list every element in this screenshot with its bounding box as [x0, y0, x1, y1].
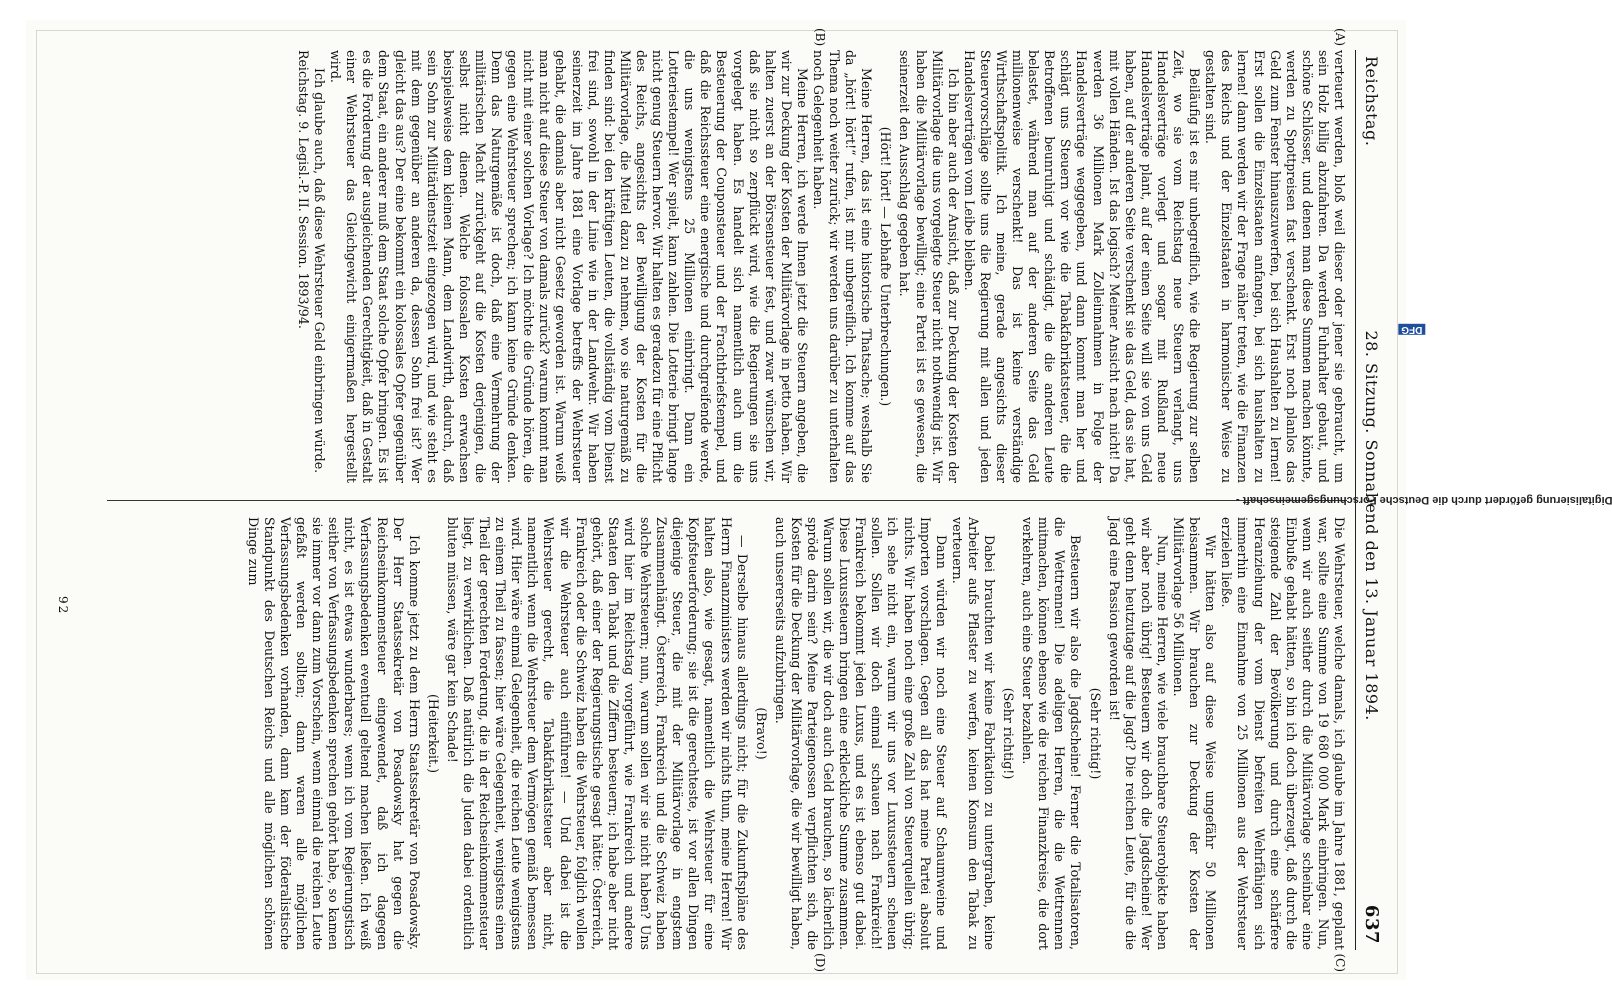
paragraph: Besteuern wir also die Jagdscheine! Ferner die Totalisatoren, die Wettrennen! Die adeligen Herren, die die Wettrennen mitmachen, können ebenso wie die reichen Finanzkreise, die dort verkehren, auch eine Steuer bezahlen.: [1020, 517, 1084, 950]
scanned-page: [26, 20, 1406, 980]
paragraph: Dabei brauchten wir keine Fabrikation zu untergraben, keine Arbeiter aufs Pflaster zu werfen, keinen Konsum den Tabak zu verteuern.: [949, 517, 998, 950]
left-column: [97, 50, 1347, 483]
paragraph: Wir hätten also auf diese Weise ungefähr 50 Millionen beisammen. Wir brauchen zur Deckung der Kosten der Militärvorlage 56 Millionen.: [1171, 517, 1219, 950]
paragraph: Ich komme jetzt zu dem Herrn Staatssekretär von Posadowsky. Der Herr Staatssekretär von Posadowsky hat gegen die Reichseinkommensteuer eingewendet, daß ich dagegen Verfassungsbedenken eventuell geltend machen ließen. Ich weiß nicht, es ist etwas wunderbares; wenn ich vom Regierungstisch seither von Verfassungsbedenken sprechen gehört habe, so kamen sie immer vor dann zum Vorschein, wenn einmal die reichen Leute gefaßt werden sollten; dann waren alle möglichen Verfassungsbedenken vorhanden, dann kam der föderalistische Standpunkt des Deutschen Reichs und alle möglichen schönen Dinge zum: [245, 517, 422, 950]
interjection: (Bravo!): [753, 707, 769, 760]
interjection: (Sehr richtig!): [1087, 687, 1103, 780]
margin-marker-a: (A): [1333, 28, 1347, 47]
signature-number: 92: [56, 596, 70, 616]
paragraph: Ich glaube auch, daß diese Wehrsteuer Geld einbringen würde.: [312, 68, 328, 474]
margin-marker-c: (C): [1333, 953, 1347, 972]
text-columns: [97, 28, 1347, 972]
paragraph: verteuert werden, bloß weil dieser oder jener sie gebraucht, um sein Holz billig abzufahren. Da werden Fuhrhalter gebaut, und schöne Schlösser, und denen man diese Summen machen könnte, werden zu Spottpreisen fast verschenkt. Erst noch planlos das Geld zum Fenster hinauszuwerfen, bei sich Haushalten zu lernen! Erst sollen die Einzelstaaten anfangen, bei sich haushalten zu lernen! dann werden wir der Frage näher treten, wie die Finanzen des Reichs und der Einzelstaaten in harmonischer Weise zu gestalten sind.: [1203, 50, 1347, 483]
paragraph: Meine Herren, ich werde Ihnen jetzt die Steuern angeben, die wir zur Deckung der Kosten der Militärvorlage in petto haben. Wir halten zuerst an der Börsensteuer fest, und zwar wünschen wir, daß sie nicht so zerpflückt wird, wie die Regierungen sie uns vorgelegt haben. Es handelt sich namentlich auch um die Besteuerung der Couponsteuer und der Frachtbriefstempel, und daß die Reichssteuer eine energische und durchgreifende werde, die uns wenigstens 25 Millionen einbringt. Dann ein Lotteriestempel! Wer spielt, kann zahlen. Die Lotterie bringt lange nicht genug Steuern hervor. Wir halten es geradezu für eine Pflicht des Reichs, angesichts der Bewilligung der Kosten für die Militärvorlage, die Mittel dazu zu nehmen, wo sie naturgemäß zu finden sind: bei den kräftigen Leuten, die vollständig vom Dienst frei sind, sowohl in der Linie wie in der Landwehr. Wir haben seinerzeit im Jahre 1881 eine Vorlage betreffs der Wehrsteuer gehabt, die damals aber nicht Gesetz geworden ist. Warum weiß man nicht auf diese Steuer von damals zurück? warum kommt man nicht mit einer solchen Vorlage? Ich möchte die Gründe hören, die gegen eine Wehrsteuer sprechen; ich kann keine Gründe denken. Denn das Naturgemäße ist doch, daß eine Vermehrung der militärischen Macht zurückgeht auf die Kosten derjenigen, die selbst nicht dienen. Welche folossalen Kosten erwachsen beispielsweise dem kleinen Mann, dem Landwirth, dadurch, daß sein Sohn zur Militärdienstzeit eingezogen wird, und wie steht es mit dem gegenüber an anderen da, dessen Sohn frei ist? Wer gleicht das aus? Der eine bekommt ein kolossales Opfer gegenüber dem Staat, ein anderer muß dem Staat solche Opfer bringen. Es ist es die Forderung der ausgleichenden Gerechtigkeit, daß in Gestalt einer Wehrsteuer das Gleichgewicht einigermaßen hergestellt wird.: [328, 50, 810, 483]
interjection: (Hört! hört! — Lebhafte Unterbrechungen.): [878, 126, 894, 407]
margin-marker-d: (D): [813, 953, 827, 972]
paragraph: Die Wehrsteuer, welche damals, ich glaube im Jahre 1881, geplant war, sollte eine Summe von 19 680 000 Mark einbringen. Nun, wenn wir auch seither durch die Militärvorlage scheinbar eine Einbuße gehabt hätten, so bin ich doch überzeugt, daß durch die steigende Zahl der Bevölkerung und durch eine schärfere Heranziehung der vom Dienst befreiten Wehrfähigen sich immerhin eine Einnahme von 25 Millionen aus der Wehrsteuer erzielen ließe.: [1219, 517, 1347, 950]
paragraph: Ich bin aber auch der Ansicht, daß zur Deckung der Kosten der Militärvorlage die uns vorgelegte Steuer nicht nothwendig ist. Wir haben die Militärvorlage bewilligt; eine Partei ist es gewesen, die seinerzeit den Ausschlag gegeben hat.: [897, 50, 961, 483]
margin-marker-b: (B): [813, 28, 827, 47]
paragraph: Dann würden wir noch eine Steuer auf Schaumweine und Importen vorschlagen. Gegen all das hat meine Partei absolut nichts. Wir haben noch eine große Zahl von Steuerquellen übrig; ich sehe nicht ein, warum wir uns vor Luxussteuern scheuen sollen. Sollen wir doch einmal schauen nach Frankreich! Frankreich bekommt jeden Luxus, und es ist ebenso gut dabei. Diese Luxussteuern bringen eine erkleckliche Summe zusammen. Warum sollen wir, die wir doch auch Geld brauchen, so lächerlich spröde darin sein? Meine Parteigenossen verpflichten sich, die Kosten für die Deckung der Militärvorlage, die wir bewilligt haben, auch unsererseits aufzubringen.: [772, 517, 949, 950]
watermark-text: Digitalisierung gefördert durch die Deutsche Forschungsgemeinschaft - DFG: [1235, 323, 1612, 506]
header-center: 28. Sitzung. Sonnabend den 13. Januar 1894.: [1362, 330, 1381, 721]
footer-left: Reichstag. 9. Legisl.-P. II. Session. 1893/94.: [296, 50, 311, 329]
paragraph: Nun, meine Herren, wie viele brauchbare Steuerobjekte haben wir aber noch übrig! Besteuern wir doch die Jagdscheine! Wer geht denn heutzutage auf die Jagd? Die reichen Leute, für die die Jagd eine Passion geworden ist!: [1106, 517, 1170, 950]
column-divider: [107, 500, 1347, 501]
header-left: Reichstag.: [1362, 56, 1381, 147]
paragraph: Beiläufig ist es mir unbegreiflich, wie die Regierung zur selben Zeit, wo sie vom Reichstag neue Steuern verlangt, uns Handelsverträge vorlegt und sogar mit Rußland neue Handelsverträge plant, auf der einen Seite will sie von uns Geld haben, auf der anderen Seite verschenkt sie das Geld, das sie hat, mit vollen Händen. Ist das logisch? Meiner Ansicht nach nicht! Da werden 36 Millionen Mark Zolleinnahmen in Folge der Handelsverträge weggegeben, und dann kommt man her und schlägt uns Steuern vor wie die Tabakfabrikatsteuer, die die Betroffenen beunruhigt und schädigt, die die anderen Leute belastet, während man auf der anderen Seite das Geld millionenweise verschenkt! Das ist keine verständige Wirthschaftspolitik. Ich meine, gerade angesichts dieser Steuervorschläge sollte uns die Regierung mit allen und jeden Handelsverträgen vom Leibe bleiben.: [961, 50, 1203, 483]
interjection: (Sehr richtig!): [1001, 687, 1017, 780]
paragraph: — Derselbe hinaus allerdings nicht; für die Zukunftspläne des Herrn Finanzministers werden wir nichts thun, meine Herren! Wir halten also, wie gesagt, namentlich die Wehrsteuer für eine Kopfsteuerforderung; sie ist die gerechteste, ist vor allen Dingen diejenige Steuer, die mit der Militärvorlage in engstem Zusammenhängt. Österreich, Frankreich und die Schweiz haben solche Wehrsteuern; nun, warum sollen wir sie nicht haben? Uns wird hier im Reichstag vorgeführt, wie Frankreich und andere Staaten den Tabak und die Ziffern besteuern; ich habe aber nicht gehört, daß einer der Regierungstische gesagt hätte: Österreich, Frankreich oder die Schweiz haben die Wehrsteuer, folglich wollen wir die Wehrsteuer auch einführen! — Und dabei ist die Wehrsteuer gerecht, die Tabakfabrikatsteuer aber nicht, namentlich wenn die Wehrsteuer dem Vermögen gemäß bemessen wird. Hier wäre einmal Gelegenheit, die reichen Leute wenigstens zu einem Theil zu fassen; hier wäre Gelegenheit, wenigstens einen Theil der gerechten Forderung, die in der Reichseinkommensteuer liegt, zu verwirklichen. Daß natürlich die Juden dabei ordentlich bluten müssen, wäre gar kein Schade!: [444, 517, 750, 950]
page-number: 637: [1361, 904, 1382, 944]
dfg-logo: DFG: [1398, 324, 1425, 335]
right-column: [97, 517, 1347, 950]
paragraph: Meine Herren, das ist eine historische Thatsache; weshalb Sie da „hört! hört!“ rufen, ist mir unbegreiflich. Ich komme auf das Thema noch weiter zurück; wir werden uns darüber zu unterhalten noch Gelegenheit haben.: [811, 50, 875, 483]
interjection: (Heiterkeit.): [425, 694, 441, 773]
